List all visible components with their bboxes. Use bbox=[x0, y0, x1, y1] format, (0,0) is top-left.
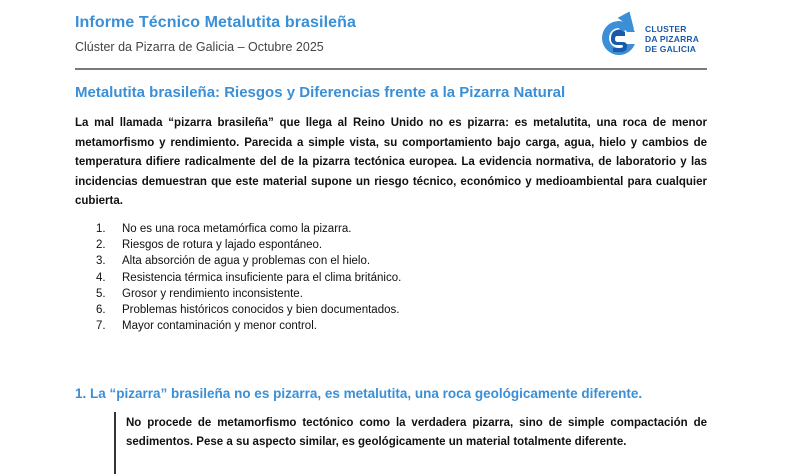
list-item-number: 1. bbox=[96, 223, 106, 235]
list-item-number: 7. bbox=[96, 320, 106, 333]
list-item bbox=[96, 270, 401, 286]
list-item-text: Riesgos de rotura y lajado espontáneo. bbox=[122, 239, 323, 252]
list-item-text: Alta absorción de agua y problemas con el hielo. bbox=[122, 255, 371, 268]
list-item bbox=[96, 302, 401, 318]
risk-points-list bbox=[96, 221, 401, 334]
list-item-number: 4. bbox=[96, 271, 106, 284]
list-item-number: 5. bbox=[96, 287, 106, 300]
list-item bbox=[96, 286, 401, 302]
list-item bbox=[96, 237, 401, 253]
list-item-text: Mayor contaminación y menor control. bbox=[122, 320, 317, 333]
main-heading: Metalutita brasileña: Riesgos y Diferencias frente a la Pizarra Natural bbox=[75, 84, 566, 101]
header-divider bbox=[75, 68, 707, 70]
section-1-body: No procede de metamorfismo tectónico como la verdadera pizarra, sino de simple compactación de sedimentos. Pese a su aspecto similar, es geológicamente un material totalmente diferente. bbox=[114, 412, 707, 474]
cluster-logo-text: CLUSTER DA PIZARRA DE GALICIA bbox=[645, 24, 700, 54]
cluster-logo bbox=[597, 10, 717, 62]
list-item-text: Problemas históricos conocidos y bien documentados. bbox=[122, 304, 400, 317]
list-item-text: Resistencia térmica insuficiente para el clima británico. bbox=[122, 271, 402, 284]
list-item bbox=[96, 318, 401, 334]
list-item-number: 6. bbox=[96, 304, 106, 317]
document-subtitle: Clúster da Pizarra de Galicia – Octubre 2025 bbox=[75, 40, 324, 54]
list-item-number: 3. bbox=[96, 255, 106, 268]
document-title: Informe Técnico Metalutita brasileña bbox=[75, 14, 356, 31]
intro-paragraph: La mal llamada “pizarra brasileña” que llega al Reino Unido no es pizarra: es metalutita, una roca de menor metamorfismo y rendimiento. Parecida a simple vista, su comportamiento bajo carga, agua, hielo y cambios de temperatura difiere radicalmente del de la pizarra tectónica europea. La evidencia normativa, de laboratorio y las incidencias demuestran que este material supone un riesgo técnico, económico y medioambiental para cualquier cubierta. bbox=[75, 117, 707, 208]
list-item-text: No es una roca metamórfica como la pizarra. bbox=[122, 223, 352, 235]
cluster-logo-icon bbox=[597, 10, 645, 62]
section-1-heading: 1. La “pizarra” brasileña no es pizarra, es metalutita, una roca geológicamente diferente. bbox=[75, 386, 643, 401]
list-item-number: 2. bbox=[96, 239, 106, 252]
list-item-text: Grosor y rendimiento inconsistente. bbox=[122, 287, 303, 300]
list-item bbox=[96, 221, 401, 237]
list-item bbox=[96, 253, 401, 269]
